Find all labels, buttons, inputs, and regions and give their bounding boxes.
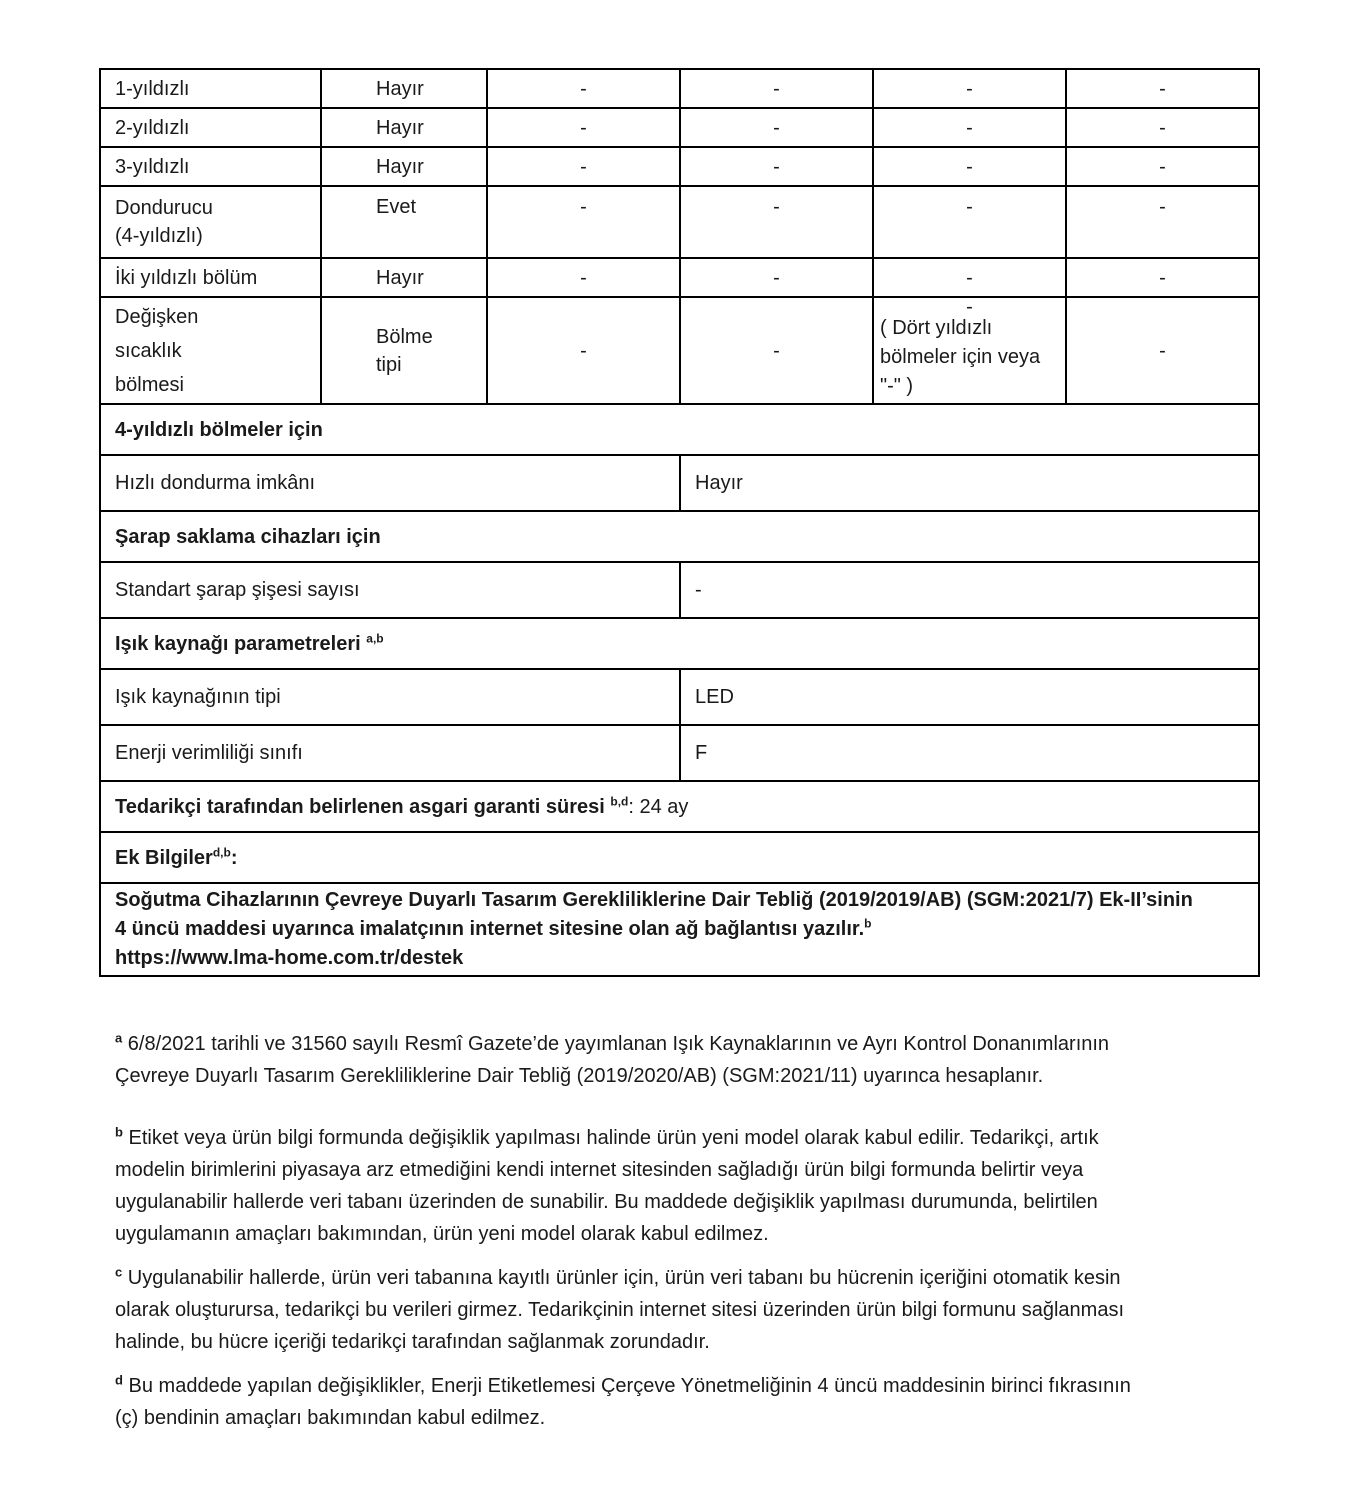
table-cell: - [680, 258, 873, 297]
extra-info-line [115, 915, 1244, 944]
heading-colon: : [230, 846, 238, 869]
table-cell: - [873, 108, 1066, 147]
table-cell: - [487, 258, 680, 297]
footnote-c [115, 1262, 1250, 1358]
table-row [100, 669, 1259, 725]
field-value: - [680, 562, 1259, 618]
field-label: Işık kaynağının tipi [100, 669, 680, 725]
extra-info-line: Soğutma Cihazlarının Çevreye Duyarlı Tasarım Gerekliliklerine Dair Tebliğ (2019/2019/AB) (SGM:2021/7) Ek-II’sinin [115, 889, 1193, 911]
table-cell: - [1066, 297, 1259, 404]
section-heading [100, 618, 1259, 669]
extra-info-text: 4 üncü maddesi uyarınca imalatçının internet sitesine olan ağ bağlantısı yazılır. [115, 918, 865, 940]
name-line: sıcaklık [115, 339, 182, 362]
extra-info-cell [100, 883, 1259, 976]
field-label: Hızlı dondurma imkânı [100, 455, 680, 511]
warranty-label: Tedarikçi tarafından belirlenen asgari garanti süresi [115, 795, 605, 818]
table-cell: - [1066, 186, 1259, 258]
footnote-ref: b [864, 916, 872, 931]
section-heading-row [100, 404, 1259, 455]
footnote-ref: b,d [610, 793, 629, 808]
footnote-a [115, 1028, 1250, 1092]
footnote-line: Etiket veya ürün bilgi formunda değişiklik yapılması halinde ürün yeni model olarak kabul edilir. Tedarikçi, artık [128, 1127, 1099, 1149]
compartment-name: 2-yıldızlı [100, 108, 321, 147]
footnote-line: 6/8/2021 tarihli ve 31560 sayılı Resmî Gazete’de yayımlanan Işık Kaynaklarının ve Ayrı Kontrol Donanımlarının [127, 1033, 1110, 1055]
footnotes [115, 1028, 1250, 1434]
warranty-value: : 24 ay [628, 795, 689, 818]
compartment-present: Hayır [321, 147, 487, 186]
field-label: Enerji verimliliği sınıfı [100, 725, 680, 781]
section-heading-row [100, 511, 1259, 562]
footnote-mark: d [115, 1372, 123, 1388]
product-info-table [99, 68, 1260, 977]
table-cell: - [680, 69, 873, 108]
table-cell: - [680, 147, 873, 186]
name-line: (4-yıldızlı) [115, 225, 203, 247]
table-cell: - [680, 108, 873, 147]
table-row [100, 69, 1259, 108]
footnote-line: uygulamanın amaçları bakımından, ürün yeni model olarak kabul edilmez. [115, 1223, 769, 1245]
support-link[interactable]: https://www.lma-home.com.tr/destek [115, 947, 464, 969]
section-heading: Şarap saklama cihazları için [100, 511, 1259, 562]
table-cell: - [873, 147, 1066, 186]
table-cell: - [1066, 69, 1259, 108]
footnote-line: modelin birimlerini piyasaya arz etmediğini kendi internet sitesinden sağladığı ürün bilgi formunda belirtir veya [115, 1159, 1084, 1181]
warranty-row [100, 781, 1259, 832]
compartment-name: 3-yıldızlı [100, 147, 321, 186]
table-cell: - [1066, 108, 1259, 147]
table-cell: - [487, 69, 680, 108]
table-row [100, 883, 1259, 976]
section-heading [100, 832, 1259, 883]
table-cell: - [873, 258, 1066, 297]
dash: - [966, 296, 973, 318]
compartment-present [321, 297, 487, 404]
compartment-name: İki yıldızlı bölüm [100, 258, 321, 297]
table-row [100, 297, 1259, 404]
present-line: Bölme [376, 325, 433, 348]
field-label: Standart şarap şişesi sayısı [100, 562, 680, 618]
table-cell: - [487, 147, 680, 186]
section-heading-row [100, 832, 1259, 883]
field-value: Hayır [680, 455, 1259, 511]
footnote-line: halinde, bu hücre içeriği tedarikçi tarafından sağlanmak zorundadır. [115, 1331, 710, 1353]
footnote-line: Bu maddede yapılan değişiklikler, Enerji Etiketlemesi Çerçeve Yönetmeliğinin 4 üncü maddesinin birinci fıkrasının [128, 1375, 1131, 1397]
table-cell: - [680, 186, 873, 258]
field-value: LED [680, 669, 1259, 725]
table-cell: - [487, 108, 680, 147]
table-row [100, 258, 1259, 297]
footnote-b [115, 1122, 1250, 1250]
footnote-line: Uygulanabilir hallerde, ürün veri tabanına kayıtlı ürünler için, ürün veri tabanı bu hücrenin içeriğini otomatik kesin [127, 1267, 1121, 1289]
product-info-sheet [99, 68, 1258, 977]
compartment-name: 1-yıldızlı [100, 69, 321, 108]
footnote-mark: a [115, 1030, 123, 1046]
heading-text: Ek Bilgiler [115, 846, 213, 869]
footnote-line: olarak oluşturursa, tedarikçi bu verileri girmez. Tedarikçinin internet sitesi üzerinden ürün bilgi formunu sağlanması [115, 1299, 1124, 1321]
compartment-present: Evet [321, 186, 487, 258]
section-heading-row [100, 618, 1259, 669]
footnote-mark: c [115, 1264, 123, 1280]
table-row [100, 455, 1259, 511]
heading-text: Işık kaynağı parametreleri [115, 632, 361, 655]
compartment-name [100, 186, 321, 258]
cell-note: ( Dört yıldızlı bölmeler için veya "-" ) [880, 317, 1041, 397]
table-row [100, 186, 1259, 258]
table-cell: - [873, 69, 1066, 108]
footnote-line: (ç) bendinin amaçları bakımından kabul edilmez. [115, 1407, 546, 1429]
table-cell: - [487, 186, 680, 258]
table-row [100, 562, 1259, 618]
table-row [100, 108, 1259, 147]
footnote-line: uygulanabilir hallerde veri tabanı üzerinden de sunabilir. Bu maddede değişiklik yapılması durumunda, belirtilen [115, 1191, 1098, 1213]
footnote-ref: a,b [366, 630, 384, 645]
compartment-present: Hayır [321, 258, 487, 297]
table-cell: - [1066, 258, 1259, 297]
table-cell: - [1066, 147, 1259, 186]
compartment-present: Hayır [321, 69, 487, 108]
table-row [100, 147, 1259, 186]
table-cell [873, 297, 1066, 404]
section-heading: 4-yıldızlı bölmeler için [100, 404, 1259, 455]
warranty-cell [100, 781, 1259, 832]
table-cell: - [680, 297, 873, 404]
compartment-present: Hayır [321, 108, 487, 147]
footnote-ref: d,b [212, 844, 231, 859]
footnote-line: Çevreye Duyarlı Tasarım Gerekliliklerine Dair Tebliğ (2019/2020/AB) (SGM:2021/11) uyarınca hesaplanır. [115, 1065, 1044, 1087]
field-value: F [680, 725, 1259, 781]
name-line: Değişken [115, 305, 199, 328]
table-row [100, 725, 1259, 781]
name-line: Dondurucu [115, 197, 213, 219]
table-cell: - [873, 186, 1066, 258]
footnote-d [115, 1370, 1250, 1434]
present-line: tipi [376, 353, 402, 376]
footnote-mark: b [115, 1124, 123, 1140]
compartment-name [100, 297, 321, 404]
table-cell: - [487, 297, 680, 404]
name-line: bölmesi [115, 373, 184, 396]
